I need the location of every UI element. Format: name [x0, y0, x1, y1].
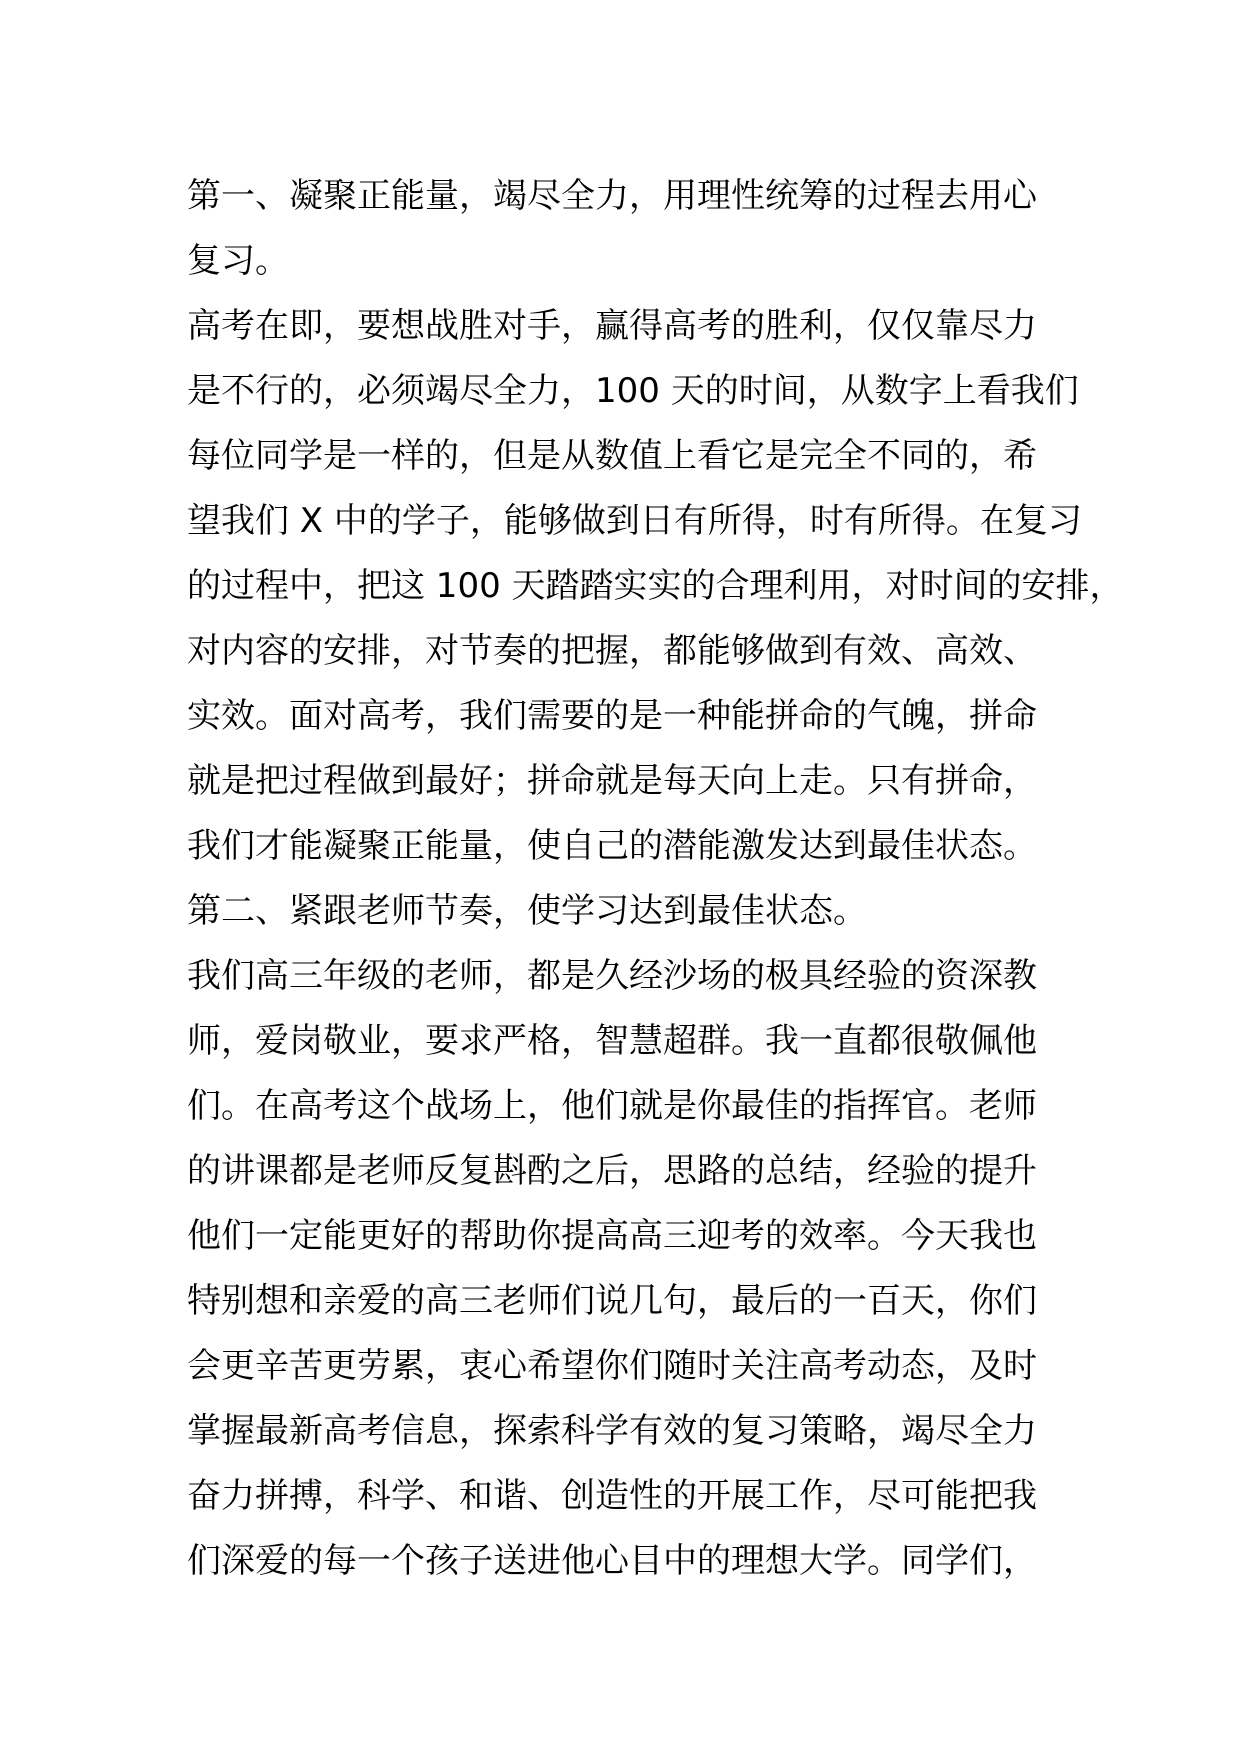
text-line: 我们高三年级的老师，都是久经沙场的极具经验的资深教: [187, 956, 1037, 996]
text-line: 掌握最新高考信息，探索科学有效的复习策略，竭尽全力: [187, 1411, 1037, 1451]
text-line: 每位同学是一样的，但是从数值上看它是完全不同的，希: [187, 436, 1037, 476]
text-line: 们。在高考这个战场上，他们就是你最佳的指挥官。老师: [187, 1086, 1037, 1126]
text-line: 对内容的安排，对节奏的把握，都能够做到有效、高效、: [187, 631, 1037, 671]
body-text: [187, 164, 1124, 1594]
text-line: 们深爱的每一个孩子送进他心目中的理想大学。同学们，: [187, 1541, 1037, 1581]
text-line: 奋力拼搏，科学、和谐、创造性的开展工作，尽可能把我: [187, 1476, 1037, 1516]
text-line: 是不行的，必须竭尽全力，100 天的时间，从数字上看我们: [187, 371, 1079, 411]
text-line: 第二、紧跟老师节奏，使学习达到最佳状态。: [187, 891, 867, 931]
text-line: 实效。面对高考，我们需要的是一种能拼命的气魄，拼命: [187, 696, 1037, 736]
text-line: 的过程中，把这 100 天踏踏实实的合理利用，对时间的安排，: [187, 566, 1124, 606]
text-line: 师，爱岗敬业，要求严格，智慧超群。我一直都很敬佩他: [187, 1021, 1037, 1061]
text-line: 特别想和亲爱的高三老师们说几句，最后的一百天，你们: [187, 1281, 1037, 1321]
text-line: 我们才能凝聚正能量，使自己的潜能激发达到最佳状态。: [187, 826, 1037, 866]
text-line: 复习。: [187, 241, 289, 281]
text-line: 高考在即，要想战胜对手，赢得高考的胜利，仅仅靠尽力: [187, 306, 1037, 346]
text-line: 第一、凝聚正能量，竭尽全力，用理性统筹的过程去用心: [187, 176, 1037, 216]
text-line: 会更辛苦更劳累，衷心希望你们随时关注高考动态，及时: [187, 1346, 1037, 1386]
text-line: 的讲课都是老师反复斟酌之后，思路的总结，经验的提升: [187, 1151, 1037, 1191]
text-line: 就是把过程做到最好；拼命就是每天向上走。只有拼命，: [187, 761, 1037, 801]
text-line: 望我们 X 中的学子，能够做到日有所得，时有所得。在复习: [187, 501, 1082, 541]
text-line: 他们一定能更好的帮助你提高高三迎考的效率。今天我也: [187, 1216, 1037, 1256]
